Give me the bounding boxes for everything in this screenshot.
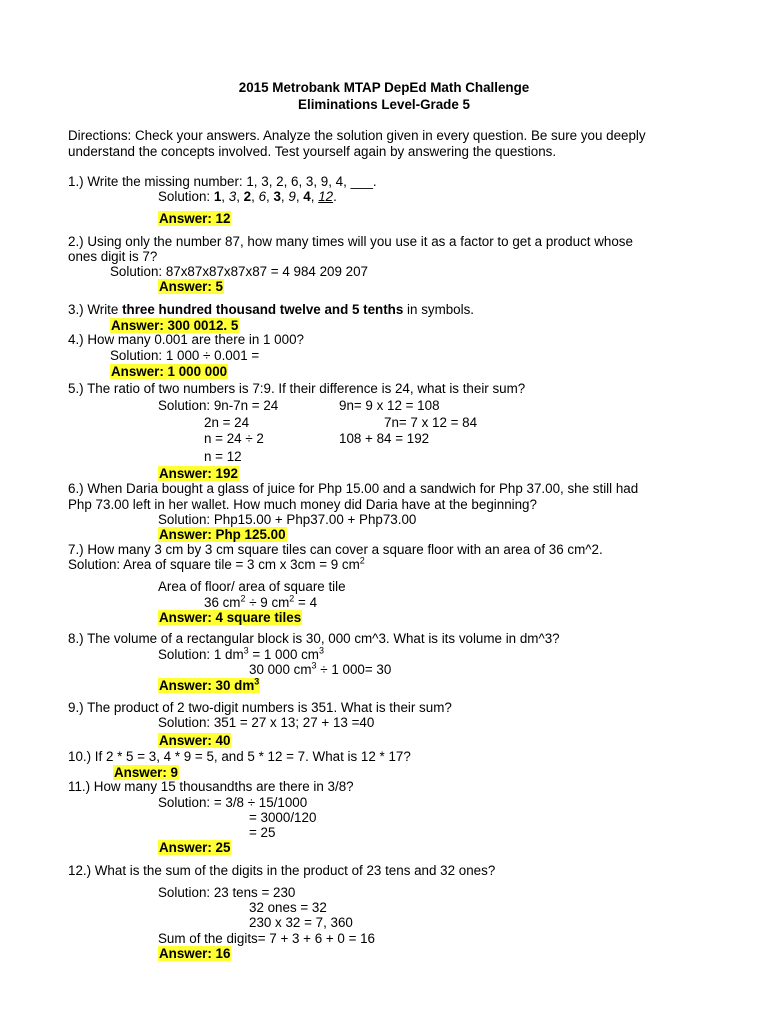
q2-question-line-2: ones digit is 7? — [68, 249, 158, 264]
q5-solution-1: Solution: 9n-7n = 24 — [158, 398, 279, 413]
q11-answer: Answer: 25 — [159, 840, 231, 855]
q7-answer: Answer: 4 square tiles — [159, 610, 302, 625]
q3-answer: Answer: 300 0012. 5 — [111, 318, 239, 333]
q12-solution-1: Solution: 23 tens = 230 — [158, 885, 296, 900]
q6-answer: Answer: Php 125.00 — [159, 527, 286, 542]
q4-answer: Answer: 1 000 000 — [111, 364, 228, 379]
q8-answer: Answer: 30 $dm^3$ — [159, 676, 260, 693]
q3-question: 3.) Write three hundred thousand twelve and 5 tenths in symbols. — [68, 302, 475, 317]
q7-solution-3: 36 $cm^2 \div 9$ $cm^2 = 4$ — [204, 593, 318, 610]
directions-line-1: Directions: Check your answers. Analyze the solution given in every question. Be sure you deeply — [68, 128, 646, 143]
q8-solution-2: 30 000 $cm^3 \div 1$ 000= 30 — [249, 660, 392, 677]
page-title: 2015 Metrobank MTAP DepEd Math Challenge — [238, 80, 530, 95]
q4-question: 4.) How many 0.001 are there in 1 000? — [68, 332, 304, 347]
q5-answer: Answer: 192 — [159, 466, 238, 481]
q11-solution-2: = 3000/120 — [249, 810, 317, 825]
q12-solution-4: Sum of the digits= 7 + 3 + 6 + 0 = 16 — [158, 931, 376, 946]
q2-solution: Solution: 87x87x87x87x87 = 4 984 209 207 — [110, 264, 368, 279]
q2-question-line-1: 2.) Using only the number 87, how many times will you use it as a factor to get a product whose — [68, 234, 633, 249]
q5-question: 5.) The ratio of two numbers is 7:9. If their difference is 24, what is their sum? — [68, 381, 526, 396]
q12-solution-2: 32 ones = 32 — [249, 900, 327, 915]
q5-solution-2: 2n = 24 — [204, 415, 250, 430]
q9-question: 9.) The product of 2 two-digit numbers is 351. What is their sum? — [68, 700, 452, 715]
q12-answer: Answer: 16 — [159, 946, 231, 961]
q5-right-1: 9n= 9 x 12 = 108 — [339, 398, 440, 413]
q11-question: 11.) How many 15 thousandths are there in 3/8? — [68, 779, 354, 794]
q6-question-line-2: Php 73.00 left in her wallet. How much money did Daria have at the beginning? — [68, 497, 537, 512]
q5-solution-3: n = 24 ÷ 2 — [204, 431, 264, 446]
q9-answer: Answer: 40 — [159, 733, 231, 748]
q11-solution-1: Solution: = 3/8 ÷ 15/1000 — [158, 795, 308, 810]
page-subtitle: Eliminations Level-Grade 5 — [298, 97, 470, 112]
q6-question-line-1: 6.) When Daria bought a glass of juice for Php 15.00 and a sandwich for Php 37.00, she still had — [68, 481, 639, 496]
q11-solution-3: = 25 — [249, 825, 276, 840]
q8-question: 8.) The volume of a rectangular block is 30, 000 cm^3. What is its volume in dm^3? — [68, 631, 560, 646]
directions-line-2: understand the concepts involved. Test yourself again by answering the questions. — [68, 144, 557, 159]
q6-solution: Solution: Php15.00 + Php37.00 + Php73.00 — [158, 512, 417, 527]
q12-question: 12.) What is the sum of the digits in the product of 23 tens and 32 ones? — [68, 863, 496, 878]
q1-question: 1.) Write the missing number: 1, 3, 2, 6, 3, 9, 4, ___. — [68, 174, 377, 189]
q5-right-3: 108 + 84 = 192 — [339, 431, 430, 446]
q9-solution: Solution: 351 = 27 x 13; 27 + 13 =40 — [158, 715, 375, 730]
q12-solution-3: 230 x 32 = 7, 360 — [249, 915, 353, 930]
q7-solution: Solution: Area of square tile = 3 cm x 3cm = 9 $cm^2$ — [68, 555, 365, 572]
q10-answer: Answer: 9 — [114, 765, 178, 780]
q5-solution-4: n = 12 — [204, 449, 242, 464]
q7-solution-2: Area of floor/ area of square tile — [158, 579, 346, 594]
q10-question: 10.) If 2 * 5 = 3, 4 * 9 = 5, and 5 * 12 = 7. What is 12 * 17? — [68, 749, 411, 764]
q5-right-2: 7n= 7 x 12 = 84 — [384, 415, 478, 430]
q2-answer: Answer: 5 — [159, 279, 223, 294]
q4-solution: Solution: 1 000 ÷ 0.001 = — [110, 348, 260, 363]
q8-solution-1: Solution: 1 $dm^3 = 1$ 000 $cm^3$ — [158, 645, 324, 662]
q1-solution: Solution: 1, 3, 2, 6, 3, 9, 4, 12. — [158, 189, 337, 204]
q1-answer: Answer: 12 — [159, 211, 231, 226]
q7-question: 7.) How many 3 cm by 3 cm square tiles can cover a square floor with an area of 36 cm^2. — [68, 542, 603, 557]
